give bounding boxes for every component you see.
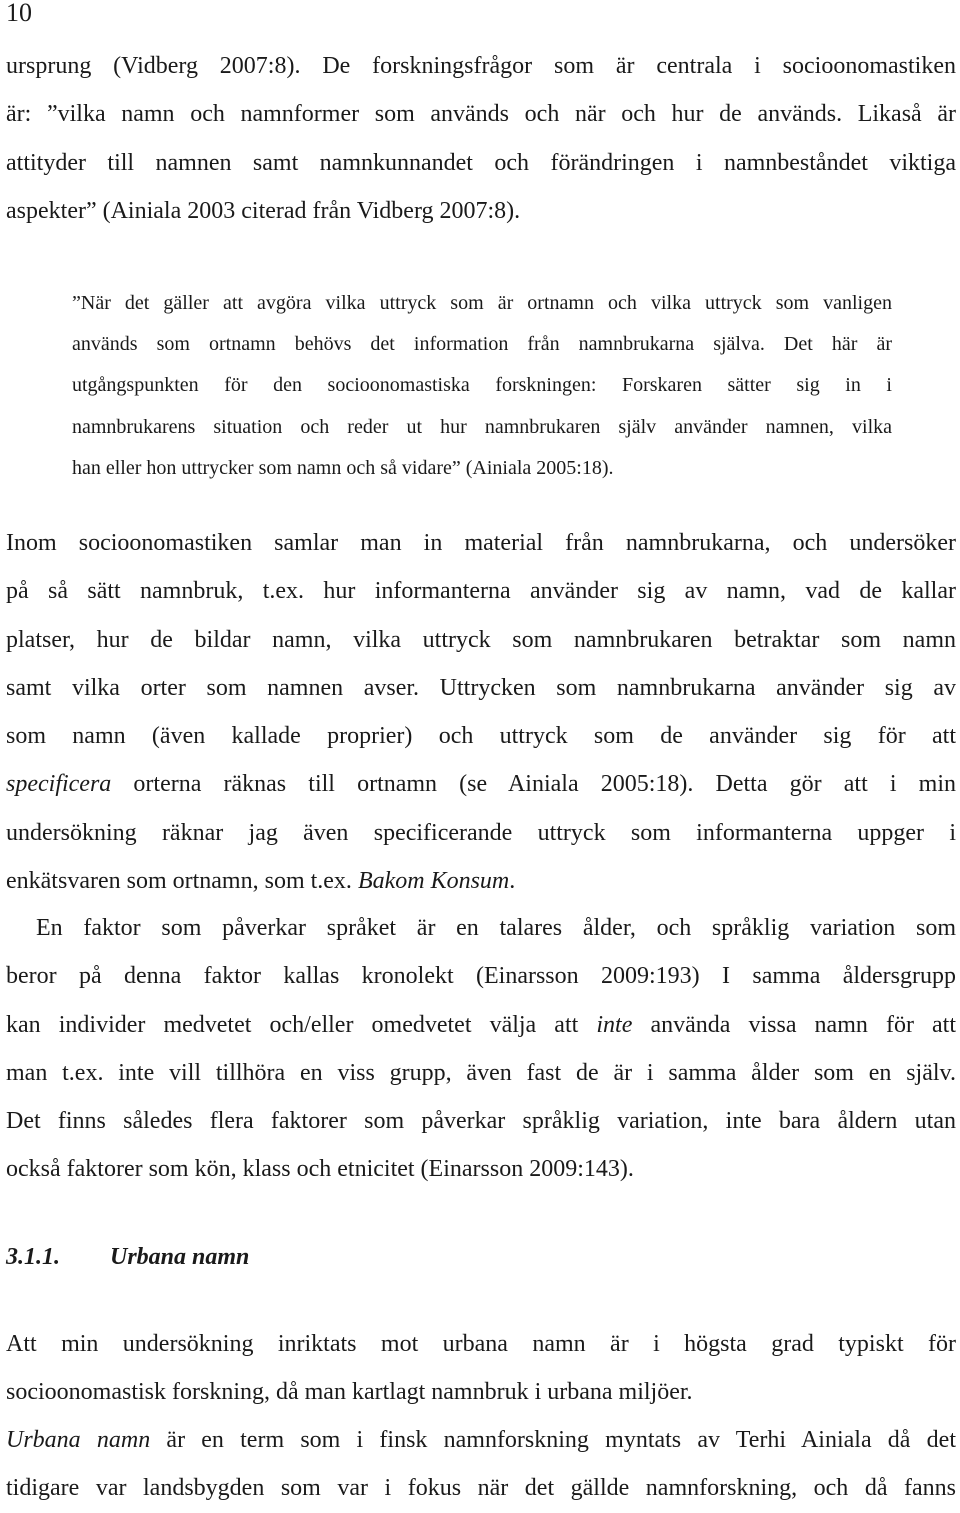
emphasis-inte: inte bbox=[596, 1011, 633, 1038]
paragraph-3 bbox=[6, 904, 956, 1194]
paragraph-line bbox=[6, 857, 956, 905]
section-title: Urbana namn bbox=[110, 1244, 250, 1270]
paragraph-line: undersökning räknar jag även specificerande uttryck som informanterna uppger i bbox=[6, 819, 956, 846]
paragraph-line bbox=[6, 1416, 956, 1464]
line-text: kan individer medvetet och/eller omedvetet välja att bbox=[6, 1011, 597, 1038]
paragraph-4 bbox=[6, 1320, 956, 1417]
paragraph-line: också faktorer som kön, klass och etnicitet (Einarsson 2009:143). bbox=[6, 1156, 634, 1183]
line-text: . bbox=[509, 868, 516, 895]
emphasis-term: Urbana namn bbox=[6, 1427, 151, 1453]
section-number: 3.1.1. bbox=[6, 1244, 60, 1270]
emphasis-specificera: specificera bbox=[6, 771, 112, 798]
paragraph-1 bbox=[6, 42, 956, 235]
emphasis-example: Bakom Konsum bbox=[357, 868, 510, 895]
paragraph-line: är: ”vilka namn och namnformer som används och när och hur de används. Likaså är bbox=[6, 101, 956, 128]
paragraph-line: ursprung (Vidberg 2007:8). De forskningsfrågor som är centrala i socioonomastiken bbox=[6, 53, 956, 79]
quote-line: ”När det gäller att avgöra vilka uttryck som är ortnamn och vilka uttryck som vanligen bbox=[72, 292, 892, 314]
paragraph-line: på så sätt namnbruk, t.ex. hur informanterna använder sig av namn, vad de kallar bbox=[6, 578, 956, 605]
paragraph-line: attityder till namnen samt namnkunnandet och förändringen i namnbeståndet viktiga bbox=[6, 149, 956, 176]
paragraph-line: socioonomastisk forskning, då man kartlagt namnbruk i urbana miljöer. bbox=[6, 1379, 693, 1406]
line-text: enkätsvaren som ortnamn, som t.ex. bbox=[6, 868, 358, 895]
paragraph-line bbox=[6, 760, 956, 808]
line-text: orterna räknas till ortnamn (se Ainiala 2005:18). Detta gör att i min bbox=[111, 771, 956, 798]
paragraph-line: beror på denna faktor kallas kronolekt (Einarsson 2009:193) I samma åldersgrupp bbox=[6, 963, 956, 990]
quote-line: utgångspunkten för den socioonomastiska forskningen: Forskaren sätter sig in i bbox=[72, 374, 892, 397]
quote-line: namnbrukarens situation och reder ut hur namnbrukaren själv använder namnen, vilka bbox=[72, 415, 892, 438]
paragraph-5 bbox=[6, 1416, 956, 1513]
paragraph-line: samt vilka orter som namnen avser. Uttrycken som namnbrukarna använder sig av bbox=[6, 674, 956, 701]
section-heading bbox=[6, 1233, 249, 1281]
paragraph-line: platser, hur de bildar namn, vilka uttryck som namnbrukaren betraktar som namn bbox=[6, 626, 956, 653]
paragraph-line: En faktor som påverkar språket är en talares ålder, och språklig variation som bbox=[36, 915, 956, 941]
paragraph-line: Det finns således flera faktorer som påverkar språklig variation, inte bara åldern utan bbox=[6, 1108, 956, 1135]
quote-line: används som ortnamn behövs det information från namnbrukarna själva. Det här är bbox=[72, 333, 892, 356]
block-quote bbox=[72, 283, 892, 489]
paragraph-line bbox=[6, 1001, 956, 1049]
quote-line: han eller hon uttrycker som namn och så vidare” (Ainiala 2005:18). bbox=[72, 456, 614, 479]
paragraph-line: man t.ex. inte vill tillhöra en viss grupp, även fast de är i samma ålder som en själv. bbox=[6, 1059, 956, 1086]
page-number: 10 bbox=[6, 0, 32, 27]
paragraph-line: tidigare var landsbygden som var i fokus när det gällde namnforskning, och då fanns bbox=[6, 1475, 956, 1502]
line-text: använda vissa namn för att bbox=[632, 1011, 956, 1038]
paragraph-2 bbox=[6, 519, 956, 905]
paragraph-line: som namn (även kallade proprier) och uttryck som de använder sig för att bbox=[6, 723, 956, 750]
line-text: är en term som i finsk namnforskning myntats av Terhi Ainiala då det bbox=[150, 1427, 956, 1453]
paragraph-line: Inom socioonomastiken samlar man in material från namnbrukarna, och undersöker bbox=[6, 530, 956, 556]
paragraph-line: aspekter” (Ainiala 2003 citerad från Vidberg 2007:8). bbox=[6, 197, 521, 224]
paragraph-line: Att min undersökning inriktats mot urbana namn är i högsta grad typiskt för bbox=[6, 1331, 956, 1357]
